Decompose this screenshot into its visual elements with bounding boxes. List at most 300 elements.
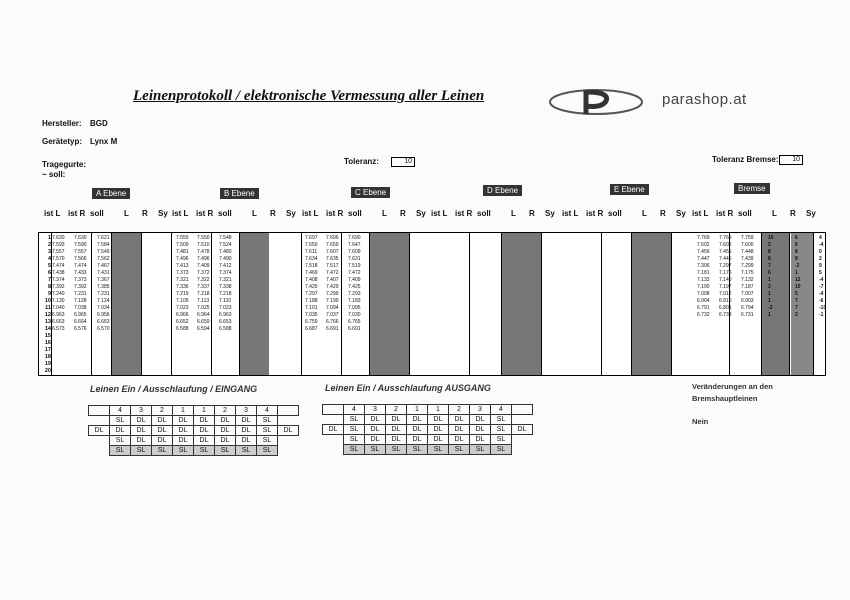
grid-line — [671, 233, 672, 375]
loop-cell: DL — [194, 436, 215, 446]
column-header: soll — [348, 209, 362, 218]
c-ebene-value: 7.183 — [348, 298, 361, 304]
loop-cell: SL — [257, 446, 278, 456]
loop-cell: SL — [110, 416, 131, 426]
row-number: 3 — [47, 249, 51, 255]
loop-cell: SL — [344, 425, 365, 435]
bremse-value: 7.306 — [697, 263, 710, 269]
loop-cell: 1 — [194, 406, 215, 416]
loop-cell: DL — [173, 436, 194, 446]
loop-cell: 3 — [470, 405, 491, 415]
c-ebene-value: 7.035 — [305, 312, 318, 318]
loop-cell — [89, 416, 110, 426]
loop-cell: SL — [236, 446, 257, 456]
geraetetyp-value: Lynx M — [90, 137, 118, 146]
bremse-value: 7.297 — [719, 263, 732, 269]
row-number: 9 — [47, 291, 51, 297]
diff-column-shade — [369, 233, 409, 375]
loop-cell: SL — [491, 415, 512, 425]
loop-cell: DL — [278, 426, 299, 436]
diff-column-shade — [631, 233, 671, 375]
bremse-value: 6.794 — [741, 305, 754, 311]
b-ebene-value: 7.548 — [219, 235, 232, 241]
grid-line — [501, 233, 502, 375]
bremse-value: 6.801 — [719, 305, 732, 311]
loop-cell — [323, 405, 344, 415]
b-ebene-value: 6.588 — [176, 326, 189, 332]
a-ebene-value: 7.557 — [52, 249, 65, 255]
c-ebene-value: 7.299 — [326, 291, 339, 297]
c-ebene-value: 7.469 — [305, 270, 318, 276]
row-number: 4 — [47, 256, 51, 262]
a-ebene-value: 6.663 — [52, 319, 65, 325]
bremse-value: 6.732 — [697, 312, 710, 318]
a-ebene-value: 6.956 — [97, 312, 110, 318]
b-ebene-value: 7.025 — [197, 305, 210, 311]
row-number: 12 — [44, 312, 51, 318]
grid-line — [171, 233, 172, 375]
c-ebene-value: 7.607 — [326, 249, 339, 255]
b-ebene-value: 7.490 — [219, 256, 232, 262]
loop-cell: DL — [428, 415, 449, 425]
loop-cell: DL — [194, 416, 215, 426]
a-ebene-value: 7.231 — [74, 291, 87, 297]
row-number: 20 — [44, 368, 51, 374]
bremse-value: 7.299 — [741, 263, 754, 269]
c-ebene-value: 7.408 — [305, 277, 318, 283]
loop-cell: SL — [386, 445, 407, 455]
c-ebene-value: 6.766 — [326, 319, 339, 325]
b-ebene-value: 7.218 — [219, 291, 232, 297]
row-number: 2 — [47, 242, 51, 248]
c-ebene-value: 7.647 — [348, 242, 361, 248]
c-ebene-value: 7.696 — [326, 235, 339, 241]
column-header: ist L — [692, 209, 709, 218]
b-ebene-value: 7.509 — [176, 242, 189, 248]
column-header: Sy — [545, 209, 555, 218]
column-header: ist L — [562, 209, 579, 218]
bremse-value: 6.903 — [741, 298, 754, 304]
loop-cell: DL — [365, 425, 386, 435]
column-header: R — [660, 209, 666, 218]
loop-cell: DL — [512, 425, 533, 435]
loop-cell — [278, 416, 299, 426]
grid-line — [541, 233, 542, 375]
c-ebene-value: 7.518 — [305, 263, 318, 269]
loop-cell: SL — [131, 446, 152, 456]
loop-cell: DL — [449, 435, 470, 445]
bremse-diff: 3 — [768, 284, 771, 290]
bremse-diff: -6 — [819, 298, 824, 304]
bremse-diff: 1 — [768, 277, 771, 283]
column-header: ist R — [326, 209, 344, 218]
c-ebene-value: 7.425 — [348, 284, 361, 290]
ebene-b-header: B Ebene — [220, 188, 259, 199]
a-ebene-value: 7.124 — [97, 298, 110, 304]
ausgang-title: Leinen Ein / Ausschlaufung AUSGANG — [325, 383, 491, 393]
grid-line — [239, 233, 240, 375]
c-ebene-value: 7.293 — [348, 291, 361, 297]
loop-cell: DL — [365, 415, 386, 425]
loop-cell: SL — [407, 445, 428, 455]
column-header: R — [790, 209, 796, 218]
loop-cell: DL — [323, 425, 344, 435]
row-number: 16 — [44, 340, 51, 346]
a-ebene-value: 7.392 — [74, 284, 87, 290]
row-number: 5 — [47, 263, 51, 269]
loop-cell — [512, 435, 533, 445]
bremse-diff: 4 — [819, 235, 822, 241]
b-ebene-value: 7.496 — [197, 256, 210, 262]
loop-cell: DL — [470, 425, 491, 435]
a-ebene-value: 6.663 — [97, 319, 110, 325]
brand-name: parashop.at — [662, 91, 747, 108]
loop-cell: SL — [428, 445, 449, 455]
loop-cell: SL — [194, 446, 215, 456]
a-ebene-value: 7.474 — [52, 263, 65, 269]
loop-cell — [323, 435, 344, 445]
loop-cell: 2 — [152, 406, 173, 416]
row-number: 13 — [44, 319, 51, 325]
bremse-value: 7.140 — [719, 277, 732, 283]
bremse-header: Bremse — [734, 183, 770, 194]
bremse-diff: -7 — [819, 284, 824, 290]
bremse-diff: 8 — [795, 249, 798, 255]
loop-cell: DL — [131, 436, 152, 446]
grid-line — [301, 233, 302, 375]
b-ebene-value: 7.023 — [176, 305, 189, 311]
loop-cell: 3 — [365, 405, 386, 415]
bremse-diff: -1 — [819, 312, 824, 318]
b-ebene-value: 7.219 — [176, 291, 189, 297]
a-ebene-value: 7.128 — [74, 298, 87, 304]
loop-cell — [323, 415, 344, 425]
c-ebene-value: 7.631 — [348, 256, 361, 262]
column-header: ist L — [431, 209, 448, 218]
loop-cell: DL — [110, 426, 131, 436]
column-header: Sy — [158, 209, 168, 218]
loop-cell: DL — [386, 425, 407, 435]
bremse-diff: -2 — [795, 263, 800, 269]
bremse-diff: 8 — [768, 256, 771, 262]
c-ebene-value: 7.095 — [348, 305, 361, 311]
bremse-value: 7.007 — [741, 291, 754, 297]
a-ebene-value: 7.034 — [97, 305, 110, 311]
bremse-value: 7.175 — [741, 270, 754, 276]
bremse-value: 7.446 — [719, 256, 732, 262]
a-ebene-value: 7.549 — [97, 249, 110, 255]
loop-cell: 3 — [236, 406, 257, 416]
c-ebene-value: 6.759 — [305, 319, 318, 325]
bremse-diff: 1 — [795, 270, 798, 276]
loop-cell: DL — [236, 416, 257, 426]
column-header: soll — [738, 209, 752, 218]
bremse-value: 7.456 — [697, 249, 710, 255]
a-ebene-value: 7.373 — [74, 277, 87, 283]
grid-line — [111, 233, 112, 375]
loop-cell — [512, 405, 533, 415]
row-number: 14 — [44, 326, 51, 332]
c-ebene-value: 6.691 — [348, 326, 361, 332]
a-ebene-value: 6.570 — [97, 326, 110, 332]
loop-cell: SL — [365, 445, 386, 455]
bremse-value: 7.439 — [741, 256, 754, 262]
loop-cell — [278, 406, 299, 416]
loop-cell: DL — [131, 416, 152, 426]
bremse-diff: -10 — [819, 305, 827, 311]
grid-line — [91, 233, 92, 375]
c-ebene-value: 7.297 — [305, 291, 318, 297]
loop-cell: DL — [236, 436, 257, 446]
b-ebene-value: 7.481 — [176, 249, 189, 255]
loop-cell: DL — [89, 426, 110, 436]
loop-cell: SL — [344, 435, 365, 445]
row-number: 1 — [47, 235, 51, 241]
diff-column-shade — [761, 233, 789, 375]
bremse-diff: 5 — [795, 291, 798, 297]
bremse-diff: 6 — [795, 235, 798, 241]
c-ebene-value: 7.472 — [326, 270, 339, 276]
loop-cell: SL — [110, 446, 131, 456]
ebene-c-header: C Ebene — [351, 187, 390, 198]
a-ebene-value: 7.474 — [74, 263, 87, 269]
bremse-diff: 5 — [819, 270, 822, 276]
column-header: ist R — [68, 209, 86, 218]
bremse-diff: 0 — [819, 249, 822, 255]
b-ebene-value: 6.594 — [197, 326, 210, 332]
b-ebene-value: 6.963 — [219, 312, 232, 318]
b-ebene-value: 7.409 — [197, 263, 210, 269]
bremse-diff: -4 — [819, 291, 824, 297]
c-ebene-value: 7.690 — [348, 235, 361, 241]
bremse-diff: 2 — [819, 256, 822, 262]
column-header: ist L — [172, 209, 189, 218]
b-ebene-value: 7.374 — [219, 270, 232, 276]
c-ebene-value: 7.650 — [326, 242, 339, 248]
bremse-value: 6.904 — [697, 298, 710, 304]
loop-cell: DL — [215, 426, 236, 436]
ebene-e-header: E Ebene — [610, 184, 649, 195]
column-header: ist L — [302, 209, 319, 218]
c-ebene-value: 7.190 — [326, 298, 339, 304]
loop-cell — [323, 445, 344, 455]
a-ebene-value: 6.963 — [52, 312, 65, 318]
a-ebene-value: 7.040 — [52, 305, 65, 311]
loop-cell — [89, 446, 110, 456]
column-header: ist R — [586, 209, 604, 218]
loop-cell: 2 — [386, 405, 407, 415]
c-ebene-value: 7.472 — [348, 270, 361, 276]
a-ebene-value: 7.557 — [74, 249, 87, 255]
b-ebene-value: 7.113 — [197, 298, 210, 304]
c-ebene-value: 7.030 — [348, 312, 361, 318]
b-ebene-value: 6.964 — [197, 312, 210, 318]
c-ebene-value: 7.650 — [305, 242, 318, 248]
eingang-title: Leinen Ein / Ausschlaufung / EINGANG — [90, 384, 258, 394]
loop-cell: SL — [470, 445, 491, 455]
grid-line — [789, 233, 790, 375]
c-ebene-value: 7.425 — [305, 284, 318, 290]
grid-line — [813, 233, 814, 375]
loop-cell: DL — [173, 426, 194, 436]
bremshauptleinen-value: Nein — [692, 417, 709, 426]
loop-cell: DL — [152, 416, 173, 426]
page-title: Leinenprotokoll / elektronische Vermessung aller Leinen — [133, 88, 485, 104]
a-ebene-value: 7.231 — [97, 291, 110, 297]
loop-cell — [89, 406, 110, 416]
bremshauptleinen-note: Veränderungen an den Bremshauptleinen — [692, 382, 773, 403]
bremse-value: 6.731 — [741, 312, 754, 318]
c-ebene-value: 7.517 — [326, 263, 339, 269]
c-ebene-value: 6.687 — [305, 326, 318, 332]
bremse-value: 7.133 — [697, 277, 710, 283]
loop-cell: DL — [470, 435, 491, 445]
a-ebene-value: 6.576 — [74, 326, 87, 332]
bremse-diff: 1 — [768, 312, 771, 318]
loop-cell: DL — [173, 416, 194, 426]
bremse-value: 7.187 — [741, 284, 754, 290]
c-ebene-value: 7.609 — [348, 249, 361, 255]
hersteller-value: BGD — [90, 119, 108, 128]
bremse-value: 7.769 — [697, 235, 710, 241]
column-header: ist L — [44, 209, 61, 218]
loop-cell: 1 — [407, 405, 428, 415]
c-ebene-value: 7.407 — [326, 277, 339, 283]
row-number: 7 — [47, 277, 51, 283]
row-number: 8 — [47, 284, 51, 290]
loop-cell: SL — [215, 446, 236, 456]
row-number: 17 — [44, 347, 51, 353]
grid-line — [761, 233, 762, 375]
c-ebene-value: 7.037 — [326, 312, 339, 318]
loop-cell: DL — [215, 416, 236, 426]
bremse-value: 7.012 — [719, 291, 732, 297]
loop-cell: 3 — [131, 406, 152, 416]
loop-cell: 1 — [428, 405, 449, 415]
c-ebene-value: 7.101 — [305, 305, 318, 311]
bremse-diff: 6 — [795, 242, 798, 248]
column-header: soll — [218, 209, 232, 218]
loop-cell: 4 — [491, 405, 512, 415]
bremse-diff: -3 — [768, 305, 773, 311]
loop-cell: 1 — [173, 406, 194, 416]
a-ebene-value: 7.374 — [52, 277, 65, 283]
measurement-grid — [38, 232, 826, 376]
column-header: soll — [90, 209, 104, 218]
loop-cell: DL — [152, 426, 173, 436]
b-ebene-value: 7.550 — [197, 235, 210, 241]
row-number: 6 — [47, 270, 51, 276]
loop-cell — [278, 446, 299, 456]
bremse-value: 7.448 — [741, 249, 754, 255]
c-ebene-value: 7.188 — [305, 298, 318, 304]
column-header: L — [124, 209, 129, 218]
loop-cell: SL — [449, 445, 470, 455]
soll-label: ~ soll: — [42, 170, 66, 179]
column-header: R — [529, 209, 535, 218]
geraetetyp-label: Gerätetyp: — [42, 137, 83, 146]
b-ebene-value: 7.321 — [176, 277, 189, 283]
bremse-value: 7.008 — [697, 291, 710, 297]
loop-cell: DL — [386, 415, 407, 425]
diff-column-shade — [501, 233, 541, 375]
column-header: R — [142, 209, 148, 218]
loop-cell: SL — [491, 445, 512, 455]
loop-cell: DL — [386, 435, 407, 445]
column-header: R — [400, 209, 406, 218]
column-header: Sy — [806, 209, 816, 218]
b-ebene-value: 7.480 — [219, 249, 232, 255]
b-ebene-value: 7.496 — [176, 256, 189, 262]
a-ebene-value: 7.630 — [52, 235, 65, 241]
row-number: 18 — [44, 354, 51, 360]
c-ebene-value: 7.634 — [305, 256, 318, 262]
c-ebene-value: 7.519 — [348, 263, 361, 269]
diff-column-shade — [111, 233, 141, 375]
b-ebene-value: 6.966 — [176, 312, 189, 318]
row-number: 11 — [45, 305, 51, 311]
loop-cell: 2 — [449, 405, 470, 415]
column-header: soll — [608, 209, 622, 218]
bremse-diff: 2 — [795, 312, 798, 318]
diff-column-shade — [239, 233, 269, 375]
toleranz-bremse-label: Toleranz Bremse: — [712, 155, 779, 164]
column-header: L — [252, 209, 257, 218]
c-ebene-value: 7.635 — [326, 256, 339, 262]
a-ebene-value: 7.621 — [97, 235, 110, 241]
b-ebene-value: 7.023 — [219, 305, 232, 311]
b-ebene-value: 7.321 — [219, 277, 232, 283]
bremse-diff: 6 — [768, 270, 771, 276]
row-number: 15 — [44, 333, 51, 339]
loop-cell: SL — [257, 416, 278, 426]
bremse-value: 7.600 — [741, 242, 754, 248]
a-ebene-value: 7.367 — [97, 277, 110, 283]
bremse-diff: 9 — [819, 263, 822, 269]
a-ebene-value: 7.392 — [52, 284, 65, 290]
row-number: 10 — [44, 298, 51, 304]
b-ebene-value: 7.524 — [219, 242, 232, 248]
bremse-value: 7.181 — [697, 270, 710, 276]
loop-cell: SL — [491, 425, 512, 435]
bremse-value: 6.733 — [719, 312, 732, 318]
column-header: ist R — [455, 209, 473, 218]
bremse-diff: 10 — [795, 284, 801, 290]
bremse-value: 7.765 — [719, 235, 732, 241]
grid-line — [409, 233, 410, 375]
bremse-value: 7.759 — [741, 235, 754, 241]
a-ebene-value: 6.664 — [74, 319, 87, 325]
grid-line — [341, 233, 342, 375]
b-ebene-value: 7.110 — [219, 298, 232, 304]
bremse-diff: 10 — [768, 235, 774, 241]
b-ebene-value: 7.322 — [197, 277, 210, 283]
column-header: ist R — [196, 209, 214, 218]
loop-cell: DL — [365, 435, 386, 445]
ausgang-table — [322, 404, 533, 455]
a-ebene-value: 7.438 — [52, 270, 65, 276]
toleranz-label: Toleranz: — [344, 157, 379, 166]
a-ebene-value: 6.965 — [74, 312, 87, 318]
b-ebene-value: 7.478 — [197, 249, 210, 255]
a-ebene-value: 7.562 — [97, 256, 110, 262]
b-ebene-value: 7.413 — [176, 263, 189, 269]
loop-cell: SL — [152, 446, 173, 456]
loop-cell: SL — [110, 436, 131, 446]
a-ebene-value: 6.573 — [52, 326, 65, 332]
column-header: R — [270, 209, 276, 218]
a-ebene-value: 7.038 — [74, 305, 87, 311]
